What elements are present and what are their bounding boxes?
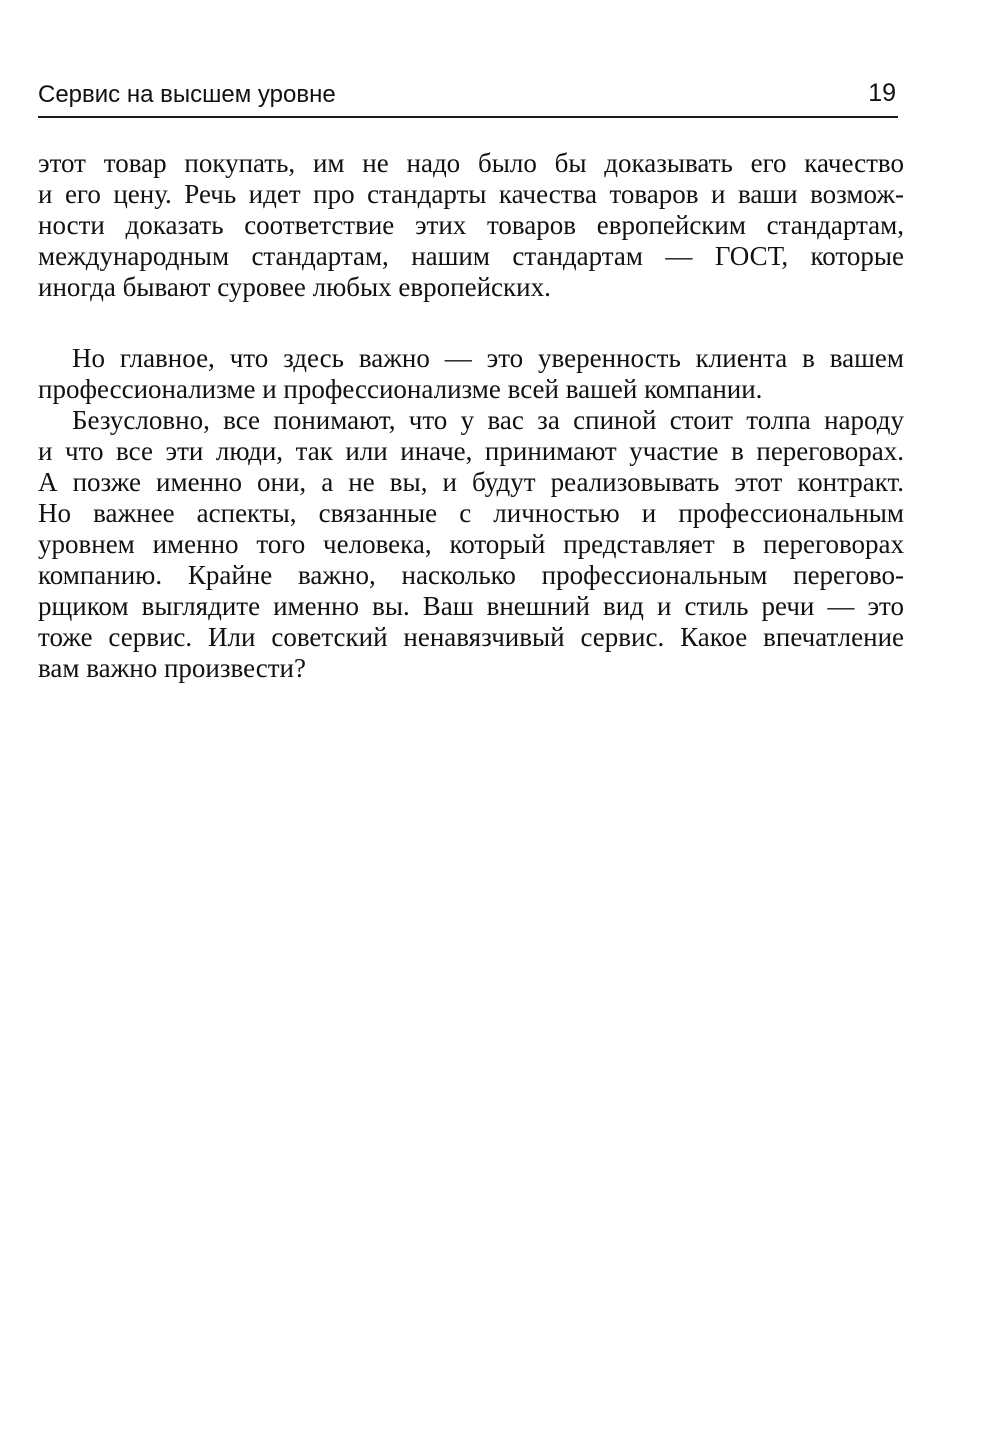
paragraph-3 bbox=[38, 405, 904, 684]
running-title: Сервис на высшем уровне bbox=[38, 81, 336, 108]
text-line: уровнем именно того человека, который представляет в переговорах bbox=[38, 529, 904, 559]
paragraph-2 bbox=[38, 343, 904, 405]
paragraph-1 bbox=[38, 148, 904, 303]
body-text bbox=[38, 148, 904, 684]
text-line: профессионализме и профессионализме всей вашей компании. bbox=[38, 374, 763, 404]
text-line: этот товар покупать, им не надо было бы доказывать его качество bbox=[38, 148, 904, 178]
text-line: тоже сервис. Или советский ненавязчивый сервис. Какое впечатление bbox=[38, 622, 904, 652]
text-line: иногда бывают суровее любых европейских. bbox=[38, 272, 551, 302]
text-line: рщиком выглядите именно вы. Ваш внешний вид и стиль речи — это bbox=[38, 591, 904, 621]
text-line: Но главное, что здесь важно — это уверенность клиента в вашем bbox=[72, 343, 904, 373]
text-line: Но важнее аспекты, связанные с личностью и профессиональным bbox=[38, 498, 904, 528]
text-line: международным стандартам, нашим стандартам — ГОСТ, которые bbox=[38, 241, 904, 271]
page-number: 19 bbox=[868, 79, 896, 107]
text-line: Безусловно, все понимают, что у вас за спиной стоит толпа народу bbox=[72, 405, 904, 435]
text-line: ности доказать соответствие этих товаров европейским стандартам, bbox=[38, 210, 904, 240]
text-line: компанию. Крайне важно, насколько профессиональным перегово- bbox=[38, 560, 904, 590]
text-line: и его цену. Речь идет про стандарты качества товаров и ваши возмож- bbox=[38, 179, 904, 209]
text-line: и что все эти люди, так или иначе, принимают участие в переговорах. bbox=[38, 436, 904, 466]
text-line: вам важно произвести? bbox=[38, 653, 306, 683]
running-header bbox=[38, 76, 898, 118]
text-line: А позже именно они, а не вы, и будут реализовывать этот контракт. bbox=[38, 467, 904, 497]
